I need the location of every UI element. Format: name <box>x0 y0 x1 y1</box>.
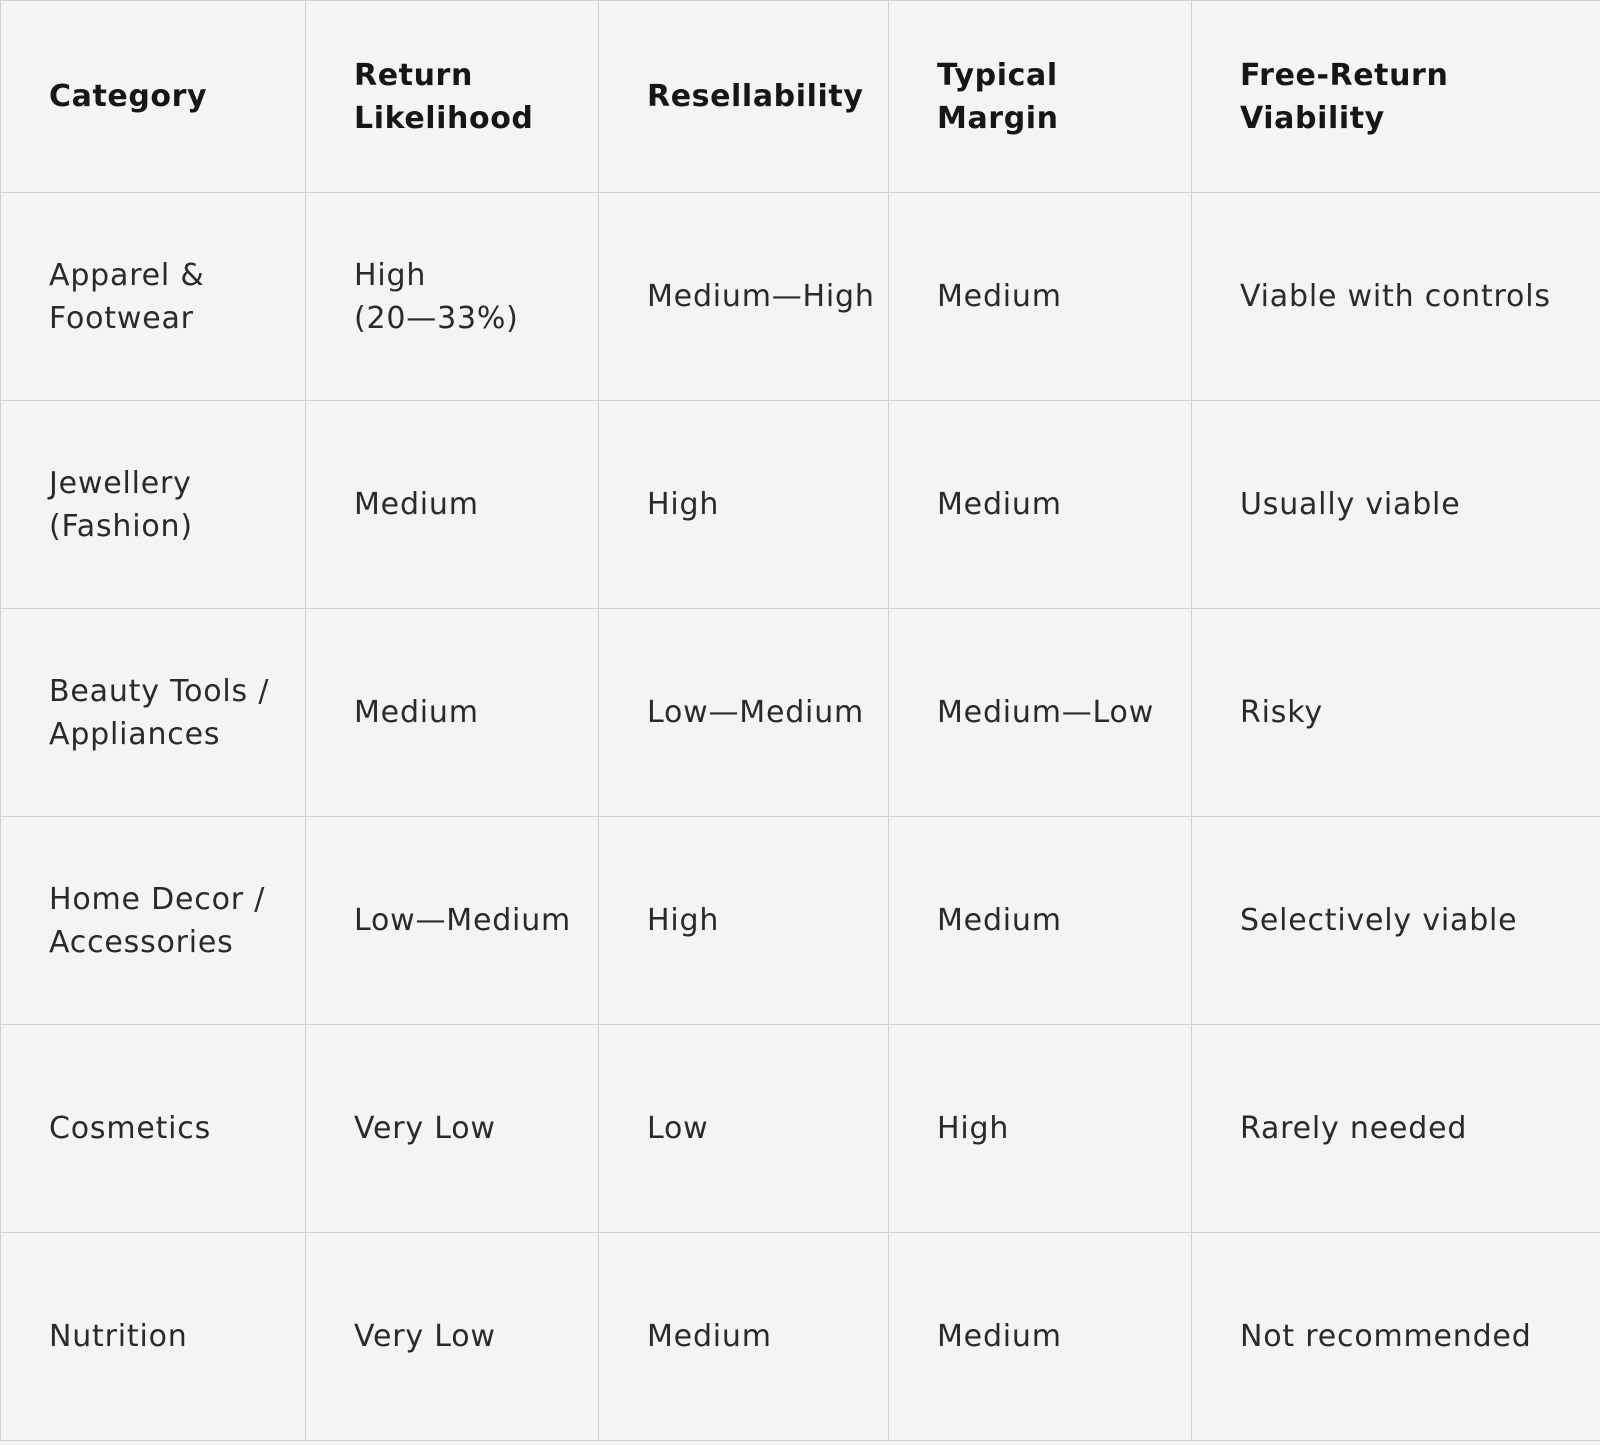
cell-category <box>1 817 306 1025</box>
cell-line: High <box>647 903 720 938</box>
cell-line: High <box>647 487 720 522</box>
cell-return-likelihood <box>306 609 599 817</box>
cell-line: (20—33%) <box>354 300 519 336</box>
table-row <box>1 817 1600 1025</box>
cell-typical-margin <box>889 609 1192 817</box>
cell-typical-margin <box>889 401 1192 609</box>
column-header-resellability <box>599 1 889 193</box>
cell-line: Rarely needed <box>1240 1111 1468 1146</box>
cell-line: (Fashion) <box>49 508 193 544</box>
cell-line: Low—Medium <box>647 695 865 730</box>
header-line: Viability <box>1240 100 1385 136</box>
table-body <box>1 193 1600 1441</box>
cell-line: High <box>937 1111 1010 1146</box>
table-row <box>1 401 1600 609</box>
cell-free-return-viability <box>1192 1233 1600 1441</box>
cell-line: Risky <box>1240 695 1323 730</box>
cell-line: Cosmetics <box>49 1111 212 1146</box>
cell-return-likelihood <box>306 1233 599 1441</box>
header-line: Likelihood <box>354 100 534 136</box>
cell-line: Apparel & <box>49 257 205 293</box>
cell-line: High <box>354 257 427 293</box>
cell-category <box>1 1025 306 1233</box>
cell-category <box>1 609 306 817</box>
table-row <box>1 1233 1600 1441</box>
cell-free-return-viability <box>1192 609 1600 817</box>
column-header-typical-margin <box>889 1 1192 193</box>
header-line: Return <box>354 57 473 93</box>
cell-line: Nutrition <box>49 1319 188 1354</box>
cell-typical-margin <box>889 1233 1192 1441</box>
cell-resellability <box>599 401 889 609</box>
cell-line: Jewellery <box>49 465 192 501</box>
cell-line: Very Low <box>354 1319 496 1354</box>
cell-line: Medium <box>937 279 1062 314</box>
cell-free-return-viability <box>1192 817 1600 1025</box>
cell-line: Medium <box>937 1319 1062 1354</box>
cell-line: Footwear <box>49 300 194 336</box>
cell-resellability <box>599 1025 889 1233</box>
cell-line: Medium—High <box>647 279 875 314</box>
cell-line: Not recommended <box>1240 1319 1532 1354</box>
table-row <box>1 1025 1600 1233</box>
cell-line: Usually viable <box>1240 487 1461 522</box>
cell-line: Medium—Low <box>937 695 1155 730</box>
cell-resellability <box>599 817 889 1025</box>
cell-category <box>1 193 306 401</box>
cell-resellability <box>599 193 889 401</box>
cell-line: Medium <box>647 1319 772 1354</box>
cell-typical-margin <box>889 1025 1192 1233</box>
cell-line: Medium <box>354 487 479 522</box>
header-line: Typical Margin <box>937 57 1059 136</box>
table-row <box>1 193 1600 401</box>
cell-category <box>1 1233 306 1441</box>
cell-return-likelihood <box>306 817 599 1025</box>
cell-return-likelihood <box>306 193 599 401</box>
cell-return-likelihood <box>306 401 599 609</box>
cell-line: Accessories <box>49 924 234 960</box>
cell-return-likelihood <box>306 1025 599 1233</box>
cell-line: Selectively viable <box>1240 903 1518 938</box>
cell-line: Low <box>647 1111 709 1146</box>
cell-line: Low—Medium <box>354 903 572 938</box>
table-header <box>1 1 1600 193</box>
cell-line: Medium <box>354 695 479 730</box>
header-row <box>1 1 1600 193</box>
cell-free-return-viability <box>1192 193 1600 401</box>
cell-free-return-viability <box>1192 401 1600 609</box>
cell-line: Beauty Tools / <box>49 673 270 709</box>
cell-free-return-viability <box>1192 1025 1600 1233</box>
cell-line: Home Decor / <box>49 881 266 917</box>
header-line: Resellability <box>647 79 864 114</box>
header-line: Category <box>49 79 208 114</box>
cell-resellability <box>599 609 889 817</box>
cell-typical-margin <box>889 193 1192 401</box>
cell-line: Appliances <box>49 716 221 752</box>
header-line: Free-Return <box>1240 57 1449 93</box>
table-row <box>1 609 1600 817</box>
cell-resellability <box>599 1233 889 1441</box>
cell-line: Medium <box>937 487 1062 522</box>
cell-line: Medium <box>937 903 1062 938</box>
column-header-free-return-viability <box>1192 1 1600 193</box>
cell-category <box>1 401 306 609</box>
column-header-category <box>1 1 306 193</box>
cell-line: Viable with controls <box>1240 279 1551 314</box>
cell-line: Very Low <box>354 1111 496 1146</box>
cell-typical-margin <box>889 817 1192 1025</box>
column-header-return-likelihood <box>306 1 599 193</box>
